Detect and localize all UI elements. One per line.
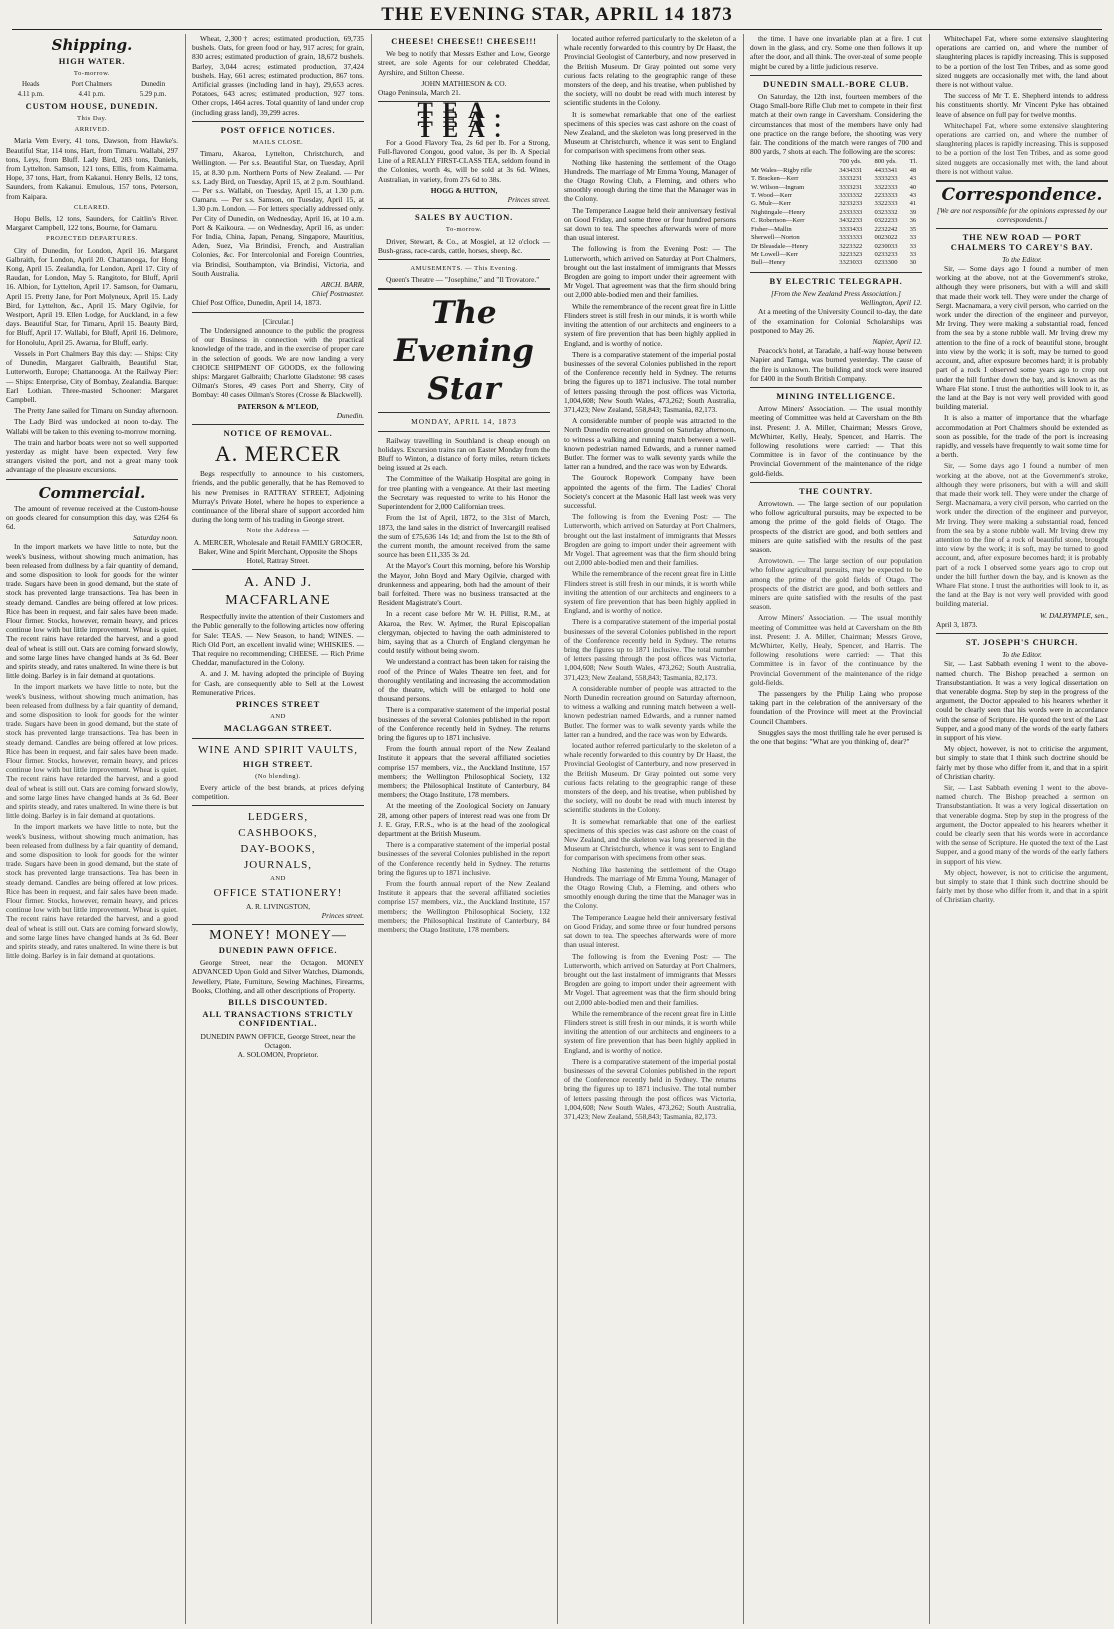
news-paragraph: located author referred particularly to the skeleton of a whale recently forwarded to this country by Dr Haast, the Provincial Geologist of Canterbury, and now preserved in the British Museum. Dr Gray pointed out some very curious facts relating to the geographic range of these monsters of the deep, and his treatise, when published by the society, will no doubt be read with much interest by scientific students in the Colony. bbox=[564, 34, 736, 108]
news-paragraph: The Gourock Ropework Company have been appointed the agents of the firm. The Ladies' Choral Society's concert at the Masonic Hall last week was very successful. bbox=[564, 473, 736, 510]
column-1 bbox=[0, 34, 184, 1624]
macfarlane-name: A. AND J. MACFARLANE bbox=[225, 575, 331, 609]
table-cell: T. Wood—Kerr bbox=[751, 192, 792, 200]
letter-heading: ST. JOSEPH'S CHURCH. bbox=[965, 636, 1079, 647]
letter-text: Sir, — Last Sabbath evening I went to the above-named church. The Bishop preached a sermon on Transubstantiation. It was a very logical dissertation on that venerable dogma. Step by step in the progress of the argument, the Doctor appealed to his hearers whether it could be clearly seen that his words were in accordance with the sense of Scripture. He quoted the text of the Last Supper, and a good many of the words of the early fathers in support of his view. bbox=[936, 659, 1108, 743]
transactions-confidential: ALL TRANSACTIONS STRICTLY CONFIDENTIAL. bbox=[202, 1009, 354, 1029]
customs-heading: CUSTOM HOUSE, DUNEDIN. bbox=[25, 100, 159, 111]
table-cell: Heads bbox=[22, 80, 40, 89]
table-cell: 39 bbox=[909, 208, 917, 216]
news-paragraph: The following is from the Evening Post: — The Lutterworth, which arrived on Saturday at Port Chalmers, brought out the last instalment of immigrants that Messrs Brogden are going to import under their agreement with Mr Vogel. That agreement was that the firm should bring out 2,000 able-bodied men and their families. bbox=[564, 951, 736, 1007]
arrived-text: Maria Vem Every, 41 tons, Dawson, from Hawke's. Beautiful Star, 114 tons, Hart, from Timaru. Wallabi, 297 tons, Leys, from Bluff. Lady Bird, 283 tons, Daniels, from Lyttelton. Samson, 121 tons, Ellis, from Kaimama. Hope, 37 tons, Hart, from Kakanui. Henry Bells, 12 tons, Saunders, from Kakanui. Emulous, 157 tons, Peterson, from Kaipara. bbox=[6, 136, 178, 201]
divider bbox=[192, 312, 364, 313]
table-header: Tl. bbox=[909, 158, 918, 166]
high-water-sub: To-morrow. bbox=[73, 70, 111, 78]
table-cell: 30 bbox=[909, 259, 917, 267]
table-cell: 0233300 bbox=[874, 259, 898, 267]
table-cell: 3434331 bbox=[839, 166, 863, 174]
editorial-paragraph: At the Mayor's Court this morning, before his Worship the Mayor, John Boyd and Mary Ogilvie, charged with drunkenness and appearing, both had the amount of their bail forfeited. There was no business transacted at the Resident Magistrate's Court. bbox=[378, 561, 550, 608]
sales-day: To-morrow. bbox=[445, 226, 483, 234]
macfarlane-text: A. and J. M. having adopted the principle of Buying for Cash, are consequently able to Sell at the Lowest Remunerative Prices. bbox=[192, 669, 364, 697]
tide-table bbox=[6, 80, 178, 98]
divider bbox=[378, 288, 550, 290]
section-title-commercial: Commercial. bbox=[38, 483, 146, 502]
divider bbox=[750, 482, 922, 483]
table-cell: Nightingale—Henry bbox=[751, 208, 806, 216]
table-cell: 2333333 bbox=[839, 208, 863, 216]
table-cell: 3323033 bbox=[839, 259, 863, 267]
table-cell: Dr Bleasdale—Henry bbox=[751, 242, 809, 250]
divider bbox=[192, 924, 364, 925]
section-title-correspondence: Correspondence. bbox=[941, 185, 1103, 206]
table-cell: 33 bbox=[909, 234, 917, 242]
news-paragraph: The passengers by the Philip Laing who propose taking part in the celebration of the anniversary of the foundation of the Province will meet at the Provincial Council Chambers. bbox=[750, 689, 922, 726]
table-cell: 3333233 bbox=[874, 175, 898, 183]
table-cell: 3333332 bbox=[839, 192, 863, 200]
divider bbox=[192, 121, 364, 122]
commercial-text: In the import markets we have little to note, but the week's business, without showing much animation, has been released from dullness by a fair quantity of demand, and some disposition to look for goods for the winter trade. Sugars have been in good demand, but the state of stock has prevented large transactions. Tea has been in steady demand. Candles are being offered at low prices. Rice has been in request, and fair sales have been made. Flour firmer. Stocks, however, remain heavy, and prices continue low with but little improvement. Wheat is quiet. The recent rains have retarded the harvest, and a good deal of wheat is still out. Oats are coming forward slowly, and some large lines have changed hands at 3s 6d. Beer and spirits steady, and rates unaltered. In wine there is but little doing. Barley is in fair demand at quotations. bbox=[6, 822, 178, 961]
wine-text: Every article of the best brands, at prices defying competition. bbox=[192, 783, 364, 802]
macfarlane-text: Respectfully invite the attention of their Customers and the Public generally to the following articles now offering for Sale: TEAS. — New Season, to hand; WINES. — Rich Old Port, an excellent invalid wine; WHISKIES. — That require no recommending; CHEESE. — Rich Prime Cheddar, manufactured in the Colony. bbox=[192, 612, 364, 668]
news-paragraph: Nothing like hastening the settlement of the Otago Hundreds. The marriage of Mr Emma Young, Manager of the Otago Rowing Club, a Fleming, and others who smoothly enough during the time that the Manager was in the Colony. bbox=[564, 864, 736, 911]
table-cell: 40 bbox=[909, 183, 917, 191]
table-row bbox=[6, 90, 178, 99]
table-cell: 43 bbox=[909, 175, 917, 183]
wine-heading: WINE AND SPIRIT VAULTS, bbox=[197, 743, 359, 756]
table-cell: 4433341 bbox=[874, 166, 898, 174]
news-paragraph: A considerable number of people was attracted to the North Dunedin recreation ground on Saturday afternoon, to witness a walking and running match between a well-known pedestrian named Edwards, and a runner named Butler. The former was to walk seventy yards while the latter ran a hundred, and the race was won by Edwards. bbox=[564, 416, 736, 472]
news-paragraph: the time. I have one invariable plan at a fire. I cut down in the glass, and cry. Some one then follows it up after the door, and all think. The over-zeal of some people might be cured by a little judicious reserve. bbox=[750, 34, 922, 71]
cheese-text: We beg to notify that Messrs Esther and Low, George street, are sole Agents for our celebrated Cheddar, Ayrshire, and Stilton Cheese. bbox=[378, 49, 550, 77]
cheese-place: Otago Peninsula, March 21. bbox=[378, 88, 461, 98]
table-cell: 35 bbox=[909, 225, 917, 233]
telegraph-text: Peacock's hotel, at Taradale, a half-way house between Napier and Tamga, was burned yesterday. The cause of the fire is unknown. The building and stock were insured for £400 in the South British Company. bbox=[750, 346, 922, 383]
advertiser-name: PATERSON & M'LEOD, bbox=[237, 401, 319, 411]
street-name: PRINCES STREET bbox=[235, 698, 321, 709]
pawn-heading: DUNEDIN PAWN OFFICE. bbox=[218, 945, 338, 956]
table-row bbox=[750, 158, 922, 166]
news-paragraph: Whitechapel Fat, where some extensive slaughtering operations are carried on, and where the number of slaughtering places is rapidly increasing. This is supposed to be a portion of the lost Ten Tribes, and as some good sized nuggets are occasionally met with, the land about there is not without value. bbox=[936, 34, 1108, 90]
table-cell: 0323332 bbox=[874, 208, 898, 216]
news-paragraph: The Temperance League held their anniversary festival on Good Friday, and some three or four hundred persons sat down to tea. The speeches afterwards were of more than usual interest. bbox=[564, 912, 736, 950]
table-cell: 33 bbox=[909, 242, 917, 250]
telegraph-sub: [From the New Zealand Press Association.] bbox=[771, 288, 901, 298]
table-cell: 43 bbox=[909, 192, 917, 200]
table-cell: 0023022 bbox=[874, 234, 898, 242]
table-cell: Bull—Henry bbox=[751, 259, 786, 267]
postmaster-title: Chief Postmaster. bbox=[311, 289, 364, 299]
editorial-paragraph: We understand a contract has been taken for raising the roof of the Prince of Wales Theatre ten feet, and for thoroughly ventilating and increasing the accommodation of the theatre, which will be enlarged to hold one thousand persons. bbox=[378, 657, 550, 704]
table-header: 800 yds. bbox=[874, 158, 897, 166]
correspondence-note: [We are not responsible for the opinions expressed by our correspondents.] bbox=[936, 206, 1108, 225]
table-row bbox=[750, 251, 922, 259]
street-name: MACLAGGAN STREET. bbox=[223, 723, 333, 734]
mercer-address: A. MERCER, Wholesale and Retail FAMILY GROCER, Baker, Wine and Spirit Merchant, Opposite the Shops Hotel, Rattray Street. bbox=[193, 537, 363, 565]
pawn-text: George Street, near the Octagon. MONEY ADVANCED Upon Gold and Silver Watches, Diamonds, Jewellery, Plate, Furniture, Sewing Machines, Firearms, Books, Clothing, and all other descriptions of Property. bbox=[192, 958, 364, 995]
divider bbox=[378, 259, 550, 260]
telegraph-place: Napier, April 12. bbox=[872, 336, 922, 346]
office-stationery: OFFICE STATIONERY! bbox=[213, 886, 343, 899]
table-row bbox=[750, 226, 922, 234]
table-row bbox=[750, 175, 922, 183]
table-cell: 41 bbox=[909, 200, 917, 208]
country-text: Arrowtown. — The large section of our population who follow agricultural pursuits, may be expected to be among the prime of the gold fields of Otago. The prospects of the district are good, and both settlers and miners are quite satisfied with the results of the past season. bbox=[750, 498, 922, 554]
column-3 bbox=[372, 34, 556, 1624]
table-cell: 2233333 bbox=[874, 192, 898, 200]
shipping-note: The Pretty Jane sailed for Timaru on Sunday afternoon. bbox=[14, 406, 179, 416]
editorial-paragraph: At the meeting of the Zoological Society on January 28, among other papers of interest read was one from Dr J. E. Gray, F.R.S., who is at the head of the zoological department at the British Museum. bbox=[378, 801, 550, 838]
club-text: On Saturday, the 12th inst, fourteen members of the Otago Small-bore Rifle Club met to compete in their first match at their own range in Caversham. Considering the circumstances that most of the members have only had one practice on the range before, the shooting was very fair. The conditions of the match were ranges of 700 and 800 yards, 7 shots at each. The following are the scores: bbox=[750, 92, 922, 157]
table-cell: 3322333 bbox=[874, 200, 898, 208]
country-text: Arrowtown. — The large section of our population who follow agricultural pursuits, may be expected to be among the prime of the gold fields of Otago. The prospects of the district are good, and both settlers and miners are quite satisfied with the results of the past season. bbox=[750, 556, 922, 612]
divider bbox=[378, 431, 550, 432]
letter-signature: W. DALRYMPLE, sen., bbox=[1039, 610, 1108, 620]
section-title-shipping: Shipping. bbox=[51, 36, 133, 54]
tea-heading: TEA. TEA. TEA. bbox=[417, 98, 511, 142]
table-cell: 33 bbox=[909, 250, 917, 258]
table-row bbox=[750, 243, 922, 251]
mining-text: Arrow Miners' Association. — The usual monthly meeting of Committee was held at Caversham on the 8th inst. Present: J. A. Miller, Chairman; Messrs Grove, McWhirter, Kelly, Healy, Spencer, and Harris. The following resolutions were carried: — That this Committee is in favor of the continuance by the Provincial Government of the maintenance of the ridge gold-fields. bbox=[750, 404, 922, 478]
news-paragraph: The Temperance League held their anniversary festival on Good Friday, and some three or four hundred persons sat down to tea. The speeches afterwards were of more than usual interest. bbox=[564, 205, 736, 243]
letter-text: My object, however, is not to criticise the argument, but simply to state that I think such doctrine should be fairly met by those who differ from it, and that in a spirit of Christian charity. bbox=[936, 744, 1108, 781]
table-cell: Sherwell—Norton bbox=[751, 234, 800, 242]
news-paragraph: A considerable number of people was attracted to the North Dunedin recreation ground on Saturday afternoon, to witness a walking and running match between a well-known pedestrian named Edwards, and a runner named Butler. The former was to walk seventy yards while the latter ran a hundred, and the race was won by Edwards. bbox=[564, 683, 736, 739]
post-office-date: Chief Post Office, Dunedin, April 14, 1873. bbox=[192, 298, 322, 308]
table-cell: Fisher—Mallin bbox=[751, 225, 792, 233]
table-cell: 3432233 bbox=[839, 217, 863, 225]
bills-discounted: BILLS DISCOUNTED. bbox=[228, 997, 328, 1008]
advertiser-place: Dunedin. bbox=[336, 410, 364, 420]
wine-street: HIGH STREET. bbox=[243, 758, 313, 769]
table-cell: G. Mulr—Kerr bbox=[751, 200, 791, 208]
divider bbox=[750, 272, 922, 273]
letter-heading: THE NEW ROAD — PORT CHALMERS TO CAREY'S BAY. bbox=[950, 232, 1094, 252]
table-row bbox=[750, 200, 922, 208]
table-cell: Port Chalmers bbox=[71, 80, 112, 89]
letter-addressee: To the Editor. bbox=[1002, 650, 1042, 660]
telegraph-heading: BY ELECTRIC TELEGRAPH. bbox=[769, 275, 903, 286]
telegraph-place: Wellington, April 12. bbox=[860, 298, 922, 308]
crop-statistics: Wheat, 2,300† acres; estimated production, 69,735 bushels. Oats, for green food or hay, 917 acres; for grain, 830 acres; estimated production of grain, 18,672 bushels. Barley, 3,044 acres; estimated production, 37,424 bushels. Hay, 661 acres; estimated production, 867 tons. Artificial grasses (including land in hay), 29,653 acres. Potatoes, 643 acres; estimated production, 927 tons. Other crops, 1464 acres. Total quantity of land under crop (including grass land), 39,299 acres. bbox=[192, 34, 364, 117]
column-2 bbox=[186, 34, 370, 1624]
divider bbox=[378, 412, 550, 413]
score-table bbox=[750, 158, 922, 267]
sales-heading: SALES BY AUCTION. bbox=[414, 212, 514, 223]
daybooks: DAY-BOOKS, bbox=[240, 843, 316, 856]
cashbooks: CASHBOOKS, bbox=[238, 827, 318, 840]
stationery-and: AND bbox=[270, 875, 286, 883]
cheese-heading: CHEESE! CHEESE!! CHEESE!!! bbox=[391, 36, 537, 46]
letter-text: Sir, — Some days ago I found a number of men working at the above, not at the Government's stroke, although they were prisoners, but with a will and skill that made their work tell. They were under the charge of Sergt. Macnamara, a very civil person, who carried on the work under the direction of the engineer and purveyor, Mr Irving. They were making a substantial road, fenced from the sea by a stone rubble wall. Mr Irving drew my attention to the fine of a rock of beautiful stone, brought into view by the work; it is soft, may be turned to good account, and, after exposure becomes hard; it is probably part of a rock I observed some years ago to crop out under the hill further down the bay, and is known as the Whare Flat stone. I trust the authorities will look to it, as the land at the Bay is not very well provided with good building material. bbox=[936, 264, 1108, 412]
commercial-text: In the import markets we have little to note, but the week's business, without showing much animation, has been released from dullness by a fair quantity of demand, and some disposition to look for goods for the winter trade. Sugars have been in good demand, but the state of stock has prevented large transactions. Tea has been in steady demand. Candles are being offered at low prices. Rice has been in request, and fair sales have been made. Flour firmer. Stocks, however, remain heavy, and prices continue low with but little improvement. Wheat is quiet. The recent rains have retarded the harvest, and a good deal of wheat is still out. Oats are coming forward slowly, and some large lines have changed hands at 3s 6d. Beer and spirits steady, and rates unaltered. In wine there is but little doing. Barley is in fair demand at quotations. bbox=[6, 682, 178, 821]
column-6 bbox=[930, 34, 1114, 1624]
divider bbox=[6, 479, 178, 480]
editorial-paragraph: The Committee of the Waikatip Hospital are going in for tree planting with a vengeance. At their last meeting the Secretary was requested to write to his Honor the Superintendent for 2,000 Californian trees. bbox=[378, 474, 550, 512]
news-paragraph: located author referred particularly to the skeleton of a whale recently forwarded to this country by Dr Haast, the Provincial Geologist of Canterbury, and now preserved in the British Museum. Dr Gray pointed out some very curious facts relating to the geographic range of these monsters of the deep, and his treatise, when published by the society, will no doubt be read with much interest by scientific students in the Colony. bbox=[564, 741, 736, 815]
commercial-date: Saturday noon. bbox=[133, 533, 178, 543]
club-heading: DUNEDIN SMALL-BORE CLUB. bbox=[762, 78, 909, 89]
amusements-text: Queen's Theatre — "Josephine," and "Il Trovatore." bbox=[386, 275, 540, 285]
editorial-paragraph: In a recent case before Mr W. H. Pillist, R.M., at Akaroa, the Rev. W. Aylmer, the Rural Episcopalian clergyman, objected to having the oath administered to him, saying that as a Church of England clergyman he could testify without being sworn. bbox=[378, 609, 550, 656]
editorial-paragraph: From the 1st of April, 1872, to the 31st of March, 1873, the land sales in the district of Invercargill realised the sum of £75,636 14s 1d; and from the 1st to the 8th of the current month, the amount received from the same source has been £11,335 3s 2d. bbox=[378, 513, 550, 560]
news-paragraph: The following is from the Evening Post: — The Lutterworth, which arrived on Saturday at Port Chalmers, brought out the last instalment of immigrants that Messrs Brogden are going to import under their agreement with Mr Vogel. That agreement was that the firm should bring out 2,000 able-bodied men and their families. bbox=[564, 244, 736, 300]
editorial-paragraph: There is a comparative statement of the imperial postal businesses of the several Colonies published in the report of the Conference recently held in Sydney. The returns bring the figures up to 1871 inclusive. bbox=[378, 840, 550, 877]
news-paragraph: There is a comparative statement of the imperial postal businesses of the several Colonies published in the report of the Conference recently held in Sydney. The returns bring the figures up to 1871 inclusive. The total number of letters passing through the post offices was Victoria, 1,004,608; New South Wales, 473,262; South Australia, 371,423; New Zealand, 558,843; Tasmania, 82,173. bbox=[564, 617, 736, 682]
table-cell: C. Robertson—Kerr bbox=[751, 217, 805, 225]
cleared-heading: CLEARED. bbox=[73, 203, 111, 211]
table-row bbox=[750, 184, 922, 192]
ledgers: LEDGERS, bbox=[247, 811, 309, 824]
table-cell: 3223322 bbox=[839, 242, 863, 250]
table-cell: 3333231 bbox=[839, 175, 863, 183]
divider bbox=[936, 180, 1108, 182]
editorial-paragraph: There is a comparative statement of the imperial postal businesses of the several Colonies published in the report of the Conference recently held in Sydney. The returns bring the figures up to 1871 inclusive. bbox=[378, 705, 550, 742]
arrived-heading: ARRIVED. bbox=[74, 126, 110, 134]
table-header: 700 yds. bbox=[839, 158, 862, 166]
editorial-paragraph: From the fourth annual report of the New Zealand Institute it appears that the several affiliated societies comprise 157 members, viz., the Auckland Institute, 157 members; the Wellington Philosophical Society, 132 members; the Philosophical Institute of Canterbury, 84 members; the Otago Institute, 178 members. bbox=[378, 879, 550, 935]
column-4 bbox=[558, 34, 742, 1624]
projected-heading: PROJECTED DEPARTURES. bbox=[46, 235, 138, 243]
divider bbox=[378, 208, 550, 209]
letter-text: My object, however, is not to criticise the argument, but simply to state that I think such doctrine should be fairly met by those who differ from it, and that in a spirit of Christian charity. bbox=[936, 867, 1108, 905]
table-cell: 3333231 bbox=[839, 183, 863, 191]
table-cell: 0230033 bbox=[874, 242, 898, 250]
circular-label: [Circular.] bbox=[262, 316, 294, 326]
circular-text: The Undersigned announce to the public the progress of our Business in connection with the practical knowledge of the trade, and in the exercise of proper care in the selection of goods. We are now landing a very CHOICE SHIPMENT OF GOODS, ex the following ships: Margaret Galbraith; Charlotte Gladstone: 98 cases Oilman's Stores, 49 cases Port and Sherry, City of Bombay: 40 cases Oilman's Stores (Crosse & Blackwell). bbox=[192, 325, 364, 400]
news-paragraph: Nothing like hastening the settlement of the Otago Hundreds. The marriage of Mr Emma Young, Manager of the Otago Rowing Club, a Fleming, and others who smoothly enough during the time that the Manager was in the Colony. bbox=[564, 157, 736, 204]
table-row bbox=[750, 167, 922, 175]
money-heading: MONEY! MONEY— bbox=[209, 928, 347, 944]
news-paragraph: It is somewhat remarkable that one of the earliest specimens of this species was cast ashore on the coast of New Zealand, and the skeleton was long preserved in the Museum at Christchurch, whence it was sent to England for comparison with specimens from other seas. bbox=[564, 816, 736, 863]
divider bbox=[936, 633, 1108, 634]
news-paragraph: The following is from the Evening Post: — The Lutterworth, which arrived on Saturday at Port Chalmers, brought out the last instalment of immigrants that Messrs Brogden are going to import under their agreement with Mr Vogel. That agreement was that the firm should bring out 2,000 able-bodied men and their families. bbox=[564, 512, 736, 568]
divider bbox=[750, 387, 922, 388]
country-text: Arrow Miners' Association. — The usual monthly meeting of Committee was held at Caversham on the 8th inst. Present: J. A. Miller, Chairman; Messrs Grove, McWhirter, Kelly, Healy, Spencer, and Harris. The following resolutions were carried: — That this Committee is in favor of the continuance by the Provincial Government of the maintenance of the ridge gold-fields. bbox=[750, 613, 922, 687]
removal-heading: NOTICE OF REMOVAL. bbox=[223, 427, 333, 438]
letter-text: Sir, — Last Sabbath evening I went to the above-named church. The Bishop preached a sermon on Transubstantiation. It was a very logical dissertation on that venerable dogma. Step by step in the progress of the argument, the Doctor appealed to his hearers whether it could be clearly seen that his words were in accordance with the sense of Scripture. He quoted the text of the Last Supper, and a good many of the words of the early fathers in support of his view. bbox=[936, 783, 1108, 866]
vessels-text: Vessels in Port Chalmers Bay this day: — Ships: City of Dunedin, Margaret Galbraith, Beautiful Star, Lutterworth, Europe; Chattanooga. At the Railway Pier: — Ships: Enterprise, City of Bombay, Zealandia. Barque: Earl Lothian. Three-masted Schooner: Margaret Campbell. bbox=[6, 348, 178, 404]
news-paragraph: While the remembrance of the recent great fire in Little Flinders street is still fresh in our minds, it is worth while inviting the attention of our architects and engineers to a system of fire prevention that has been highly applied in England, and is worthy of notice. bbox=[564, 301, 736, 348]
table-cell: 3223323 bbox=[839, 250, 863, 258]
table-cell: 3322333 bbox=[874, 183, 898, 191]
table-cell: Mr Wales—Rigby rifle bbox=[751, 166, 812, 174]
projected-text: City of Dunedin, for London, April 16. Margaret Galbraith, for London, April 20. Chattanooga, for Hong Kong, April 15. Zealandia, for London, April 17. City of Raudan, for London, May 5. Rangitoto, for Bluff, April 16. Albion, for Lyttelton, April 17. Samson, for Oamaru, April 15. Pretty Jane, for Port Molyneux, April 15. Lady Bird, for Lyttelton, &c., April 15. Mary Ogilvie, for Westport, April 19. Ellen Lodge, for Auckland, in a few days. Beautiful Star, for Timaru, April 15. Beauty Bird, for Bluff, April 17. Wallabi, for Bluff, April 16. Delmore, for Honolulu, April 25. Awarua, for Bluff, early. bbox=[6, 245, 178, 347]
shipping-note: The Lady Bird was undocked at noon to-day. The Wallabi will be taken to this evening to-morrow morning. bbox=[6, 417, 178, 436]
table-cell: 3333333 bbox=[839, 234, 863, 242]
editorial-paragraph: From the fourth annual report of the New Zealand Institute it appears that the several affiliated societies comprise 157 members, viz., the Auckland Institute, 157 members; the Wellington Philosophical Society, 132 members; the Philosophical Institute of Canterbury, 84 members; the Otago Institute, 178 members. bbox=[378, 744, 550, 800]
mining-heading: MINING INTELLIGENCE. bbox=[776, 390, 896, 401]
mails-close: MAILS CLOSE. bbox=[252, 139, 304, 147]
tea-text: For a Good Flavory Tea, 2s 6d per lb. For a Strong, Full-flavored Congou, good value, 3s per lb. A Special Line of a REALLY FIRST-CLASS TEA, seldom found in the Colonies, worth 4s, will be sold at 3s 6d. Wines, Australian, in variety, from 27s 6d to 38s. bbox=[378, 137, 550, 184]
news-paragraph: There is a comparative statement of the imperial postal businesses of the several Colonies published in the report of the Conference recently held in Sydney. The returns bring the figures up to 1871 inclusive. The total number of letters passing through the post offices was Victoria, 1,004,608; New South Wales, 473,262; South Australia, 371,423; New Zealand, 558,843; Tasmania, 82,173. bbox=[564, 349, 736, 414]
post-office-text: Timaru, Akaroa, Lyttelton, Christchurch, and Wellington. — Per s.s. Beautiful Star, on Tuesday, April 15, at 8.30 p.m. Northern Ports of New Zealand. — Per s.s. Lady Bird, on Tuesday, April 15, at 2 p.m. Southland. — Per s.s. Wallabi, on Tuesday, April 15, at 1.30 p.m. Oamaru. — Per s.s. Samson, on Tuesday, April 15, at 1.30 p.m. London. — For letters specially addressed only. Per City of Dunedin, on Wednesday, April 16, at 10 a.m. Port & Kaikoura. — on Wednesday, April 16, as under: For India, China, Japan, Penang, Singapore, Mauritius, Aden, Suez, Via Brindisi, French, and Australian Colonies, &c. For Intercolonial and Foreign Countries, via Brindisi, Southampton, via Brindisi, Victoria, and South Australia. bbox=[192, 149, 364, 278]
table-cell: T. Bracken—Kerr bbox=[751, 175, 799, 183]
column-5 bbox=[744, 34, 928, 1624]
tea-advertiser: HOGG & HUTTON, bbox=[430, 185, 498, 195]
news-paragraph: The success of Mr T. E. Shepherd intends to address his constituents shortly. Mr Vincent Pyke has obtained leave of absence on full pay for twelve months. bbox=[936, 91, 1108, 119]
table-row bbox=[6, 80, 178, 89]
table-cell: 2232242 bbox=[874, 225, 898, 233]
journals: JOURNALS, bbox=[244, 859, 312, 872]
table-row bbox=[750, 209, 922, 217]
table-row bbox=[750, 259, 922, 267]
tea-street: Princes street. bbox=[507, 195, 550, 205]
editorial-paragraph: Railway travelling in Southland is cheap enough on holidays. Excursion trains ran on Easter Monday from the Bluff to Winton, a distance of forty miles, return tickets being issued at 2s each. bbox=[378, 435, 550, 473]
letter-date: April 3, 1873. bbox=[936, 619, 978, 629]
postmaster-name: ARCH. BARR, bbox=[321, 280, 364, 290]
table-cell: 0322233 bbox=[874, 217, 898, 225]
divider bbox=[192, 805, 364, 806]
post-office-heading: POST OFFICE NOTICES. bbox=[220, 124, 336, 135]
table-cell: W. Wilson—Ingram bbox=[751, 183, 805, 191]
news-paragraph: While the remembrance of the recent great fire in Little Flinders street is still fresh in our minds, it is worth while inviting the attention of our architects and engineers to a system of fire prevention that has been highly applied in England, and is worthy of notice. bbox=[564, 569, 736, 616]
letter-text: Sir, — Some days ago I found a number of men working at the above, not at the Government's stroke, although they were prisoners, but with a will and skill that made their work tell. They were under the charge of Sergt. Macnamara, a very civil person, who carried on the work under the direction of the engineer and purveyor, Mr Irving. They were making a substantial road, fenced from the sea by a stone rubble wall. Mr Irving drew my attention to the fine of a rock of beautiful stone, brought into view by the work; it is soft, may be turned to good account, and, after exposure becomes hard; it is probably part of a rock I observed some years ago to crop out under the hill further down the bay, and is known as the Whare Flat stone. I trust the authorities will look to it, as the land at the Bay is not very well provided with good building material. bbox=[936, 461, 1108, 609]
divider bbox=[750, 75, 922, 76]
mercer-name: A. MERCER bbox=[214, 441, 342, 467]
divider bbox=[936, 228, 1108, 229]
commercial-text: The amount of revenue received at the Custom-house on goods cleared for consumption this day, was £264 6s 6d. bbox=[6, 503, 178, 531]
mercer-text: Begs respectfully to announce to his customers, friends, and the public generally, that he has Removed to his new Premises in RATTRAY STREET, Adjoining Murray's Private Hotel, where he hopes to experience a continuance of the liberal share of support accorded him during the long term of his trading in George street. bbox=[192, 469, 364, 525]
masthead-title: THE EVENING STAR, APRIL 14 1873 bbox=[381, 4, 733, 25]
amusements-heading: AMUSEMENTS. — This Evening. bbox=[410, 265, 518, 273]
arrived-day: This Day. bbox=[76, 115, 108, 123]
table-cell: 3233233 bbox=[839, 200, 863, 208]
cheese-advertiser: JOHN MATHIESON & CO. bbox=[421, 78, 507, 88]
table-cell: 4.41 p.m. bbox=[78, 89, 105, 98]
news-paragraph: Whitechapel Fat, where some extensive slaughtering operations are carried on, and where the number of slaughtering places is rapidly increasing. This is supposed to be a portion of the lost Ten Tribes, and as some good sized nuggets are occasionally met with, the land about there is not without value. bbox=[936, 120, 1108, 176]
table-cell: Mr Lowell—Kerr bbox=[751, 250, 799, 258]
livingston-name: A. R. LIVINGSTON, bbox=[245, 901, 311, 911]
paper-title: The Evening Star bbox=[394, 295, 534, 408]
shipping-note: The train and harbor boats were not so well supported yesterday as might have been expected. Very few strangers visited the port, and not a great many took advantage of the pleasure excursions. bbox=[6, 437, 178, 475]
table-cell: 36 bbox=[909, 217, 917, 225]
table-header bbox=[750, 158, 838, 166]
masthead bbox=[12, 4, 1102, 30]
table-cell: 5.29 p.m. bbox=[139, 89, 167, 98]
letter-addressee: To the Editor. bbox=[1002, 254, 1042, 264]
divider bbox=[192, 738, 364, 739]
commercial-text: In the import markets we have little to note, but the week's business, without showing much animation, has been released from dullness by a fair quantity of demand, and some disposition to look for goods for the winter trade. Sugars have been in good demand, but the state of stock has prevented large transactions. Tea has been in steady demand. Candles are being offered at low prices. Rice has been in request, and fair sales have been made. Flour firmer. Stocks, however, remain heavy, and prices continue low with but little improvement. Wheat is quiet. The recent rains have retarded the harvest, and a good deal of wheat is still out. Oats are coming forward slowly, and some large lines have changed hands at 3s 6d. Beer and spirits steady, and rates unaltered. In wine there is but little doing. Barley is in fair demand at quotations. bbox=[6, 542, 178, 681]
news-paragraph: It is somewhat remarkable that one of the earliest specimens of this species was cast ashore on the coast of New Zealand, and the skeleton was long preserved in the Museum at Christchurch, whence it was sent to England for comparison with specimens from other seas. bbox=[564, 109, 736, 156]
divider bbox=[192, 424, 364, 425]
table-cell: 3333433 bbox=[839, 225, 863, 233]
table-row bbox=[750, 192, 922, 200]
news-paragraph: While the remembrance of the recent great fire in Little Flinders street is still fresh in our minds, it is worth while inviting the attention of our architects and engineers to a system of fire prevention that has been highly applied in England, and is worthy of notice. bbox=[564, 1008, 736, 1055]
table-cell: 0233233 bbox=[874, 250, 898, 258]
table-cell: Dunedin bbox=[140, 80, 166, 89]
high-water-heading: HIGH WATER. bbox=[58, 56, 126, 66]
sales-text: Driver, Stewart, & Co., at Mosgiel, at 12 o'clock — Bush-grass, race-cards, cattle, horses, sheep, &c. bbox=[378, 236, 550, 255]
cleared-text: Hopu Bells, 12 tons, Saunders, for Caitlin's River. Margaret Campbell, 122 tons, Bourne, for Oamaru. bbox=[6, 214, 178, 233]
livingston-street: Princes street. bbox=[321, 910, 364, 920]
news-paragraph: There is a comparative statement of the imperial postal businesses of the several Colonies published in the report of the Conference recently held in Sydney. The returns bring the figures up to 1871 inclusive. The total number of letters passing through the post offices was Victoria, 1,004,608; New South Wales, 473,262; South Australia, 371,423; New Zealand, 558,843; Tasmania, 82,173. bbox=[564, 1056, 736, 1121]
divider bbox=[192, 569, 364, 570]
table-cell: 4.11 p.m. bbox=[17, 89, 44, 98]
news-paragraph: Snuggles says the most thrilling tale he ever perused is the one that begins: "What are you thinking of, dear?" bbox=[750, 727, 922, 747]
table-cell: 48 bbox=[909, 166, 917, 174]
paper-date: MONDAY, APRIL 14, 1873 bbox=[411, 417, 517, 427]
country-heading: THE COUNTRY. bbox=[799, 485, 873, 496]
letter-text: It is also a matter of importance that the wharfage accommodation at Port Chalmers should be extended as soon as possible, for the trade of the port is increasing rapidly, and vessels have frequently to wait some time for a berth. bbox=[936, 413, 1108, 460]
telegraph-text: At a meeting of the University Council to-day, the date of the examination for Colonial Scholarships was postponed to May 26. bbox=[750, 307, 922, 335]
proprietor-name: A. SOLOMON, Proprietor. bbox=[237, 1050, 319, 1060]
table-row bbox=[750, 234, 922, 242]
street-and: AND bbox=[270, 713, 286, 721]
pawn-address: DUNEDIN PAWN OFFICE, George Street, near the Octagon. bbox=[200, 1031, 356, 1050]
wine-note: (No blending). bbox=[255, 772, 301, 780]
address-note: Note the Address — bbox=[246, 527, 310, 535]
table-row bbox=[750, 217, 922, 225]
